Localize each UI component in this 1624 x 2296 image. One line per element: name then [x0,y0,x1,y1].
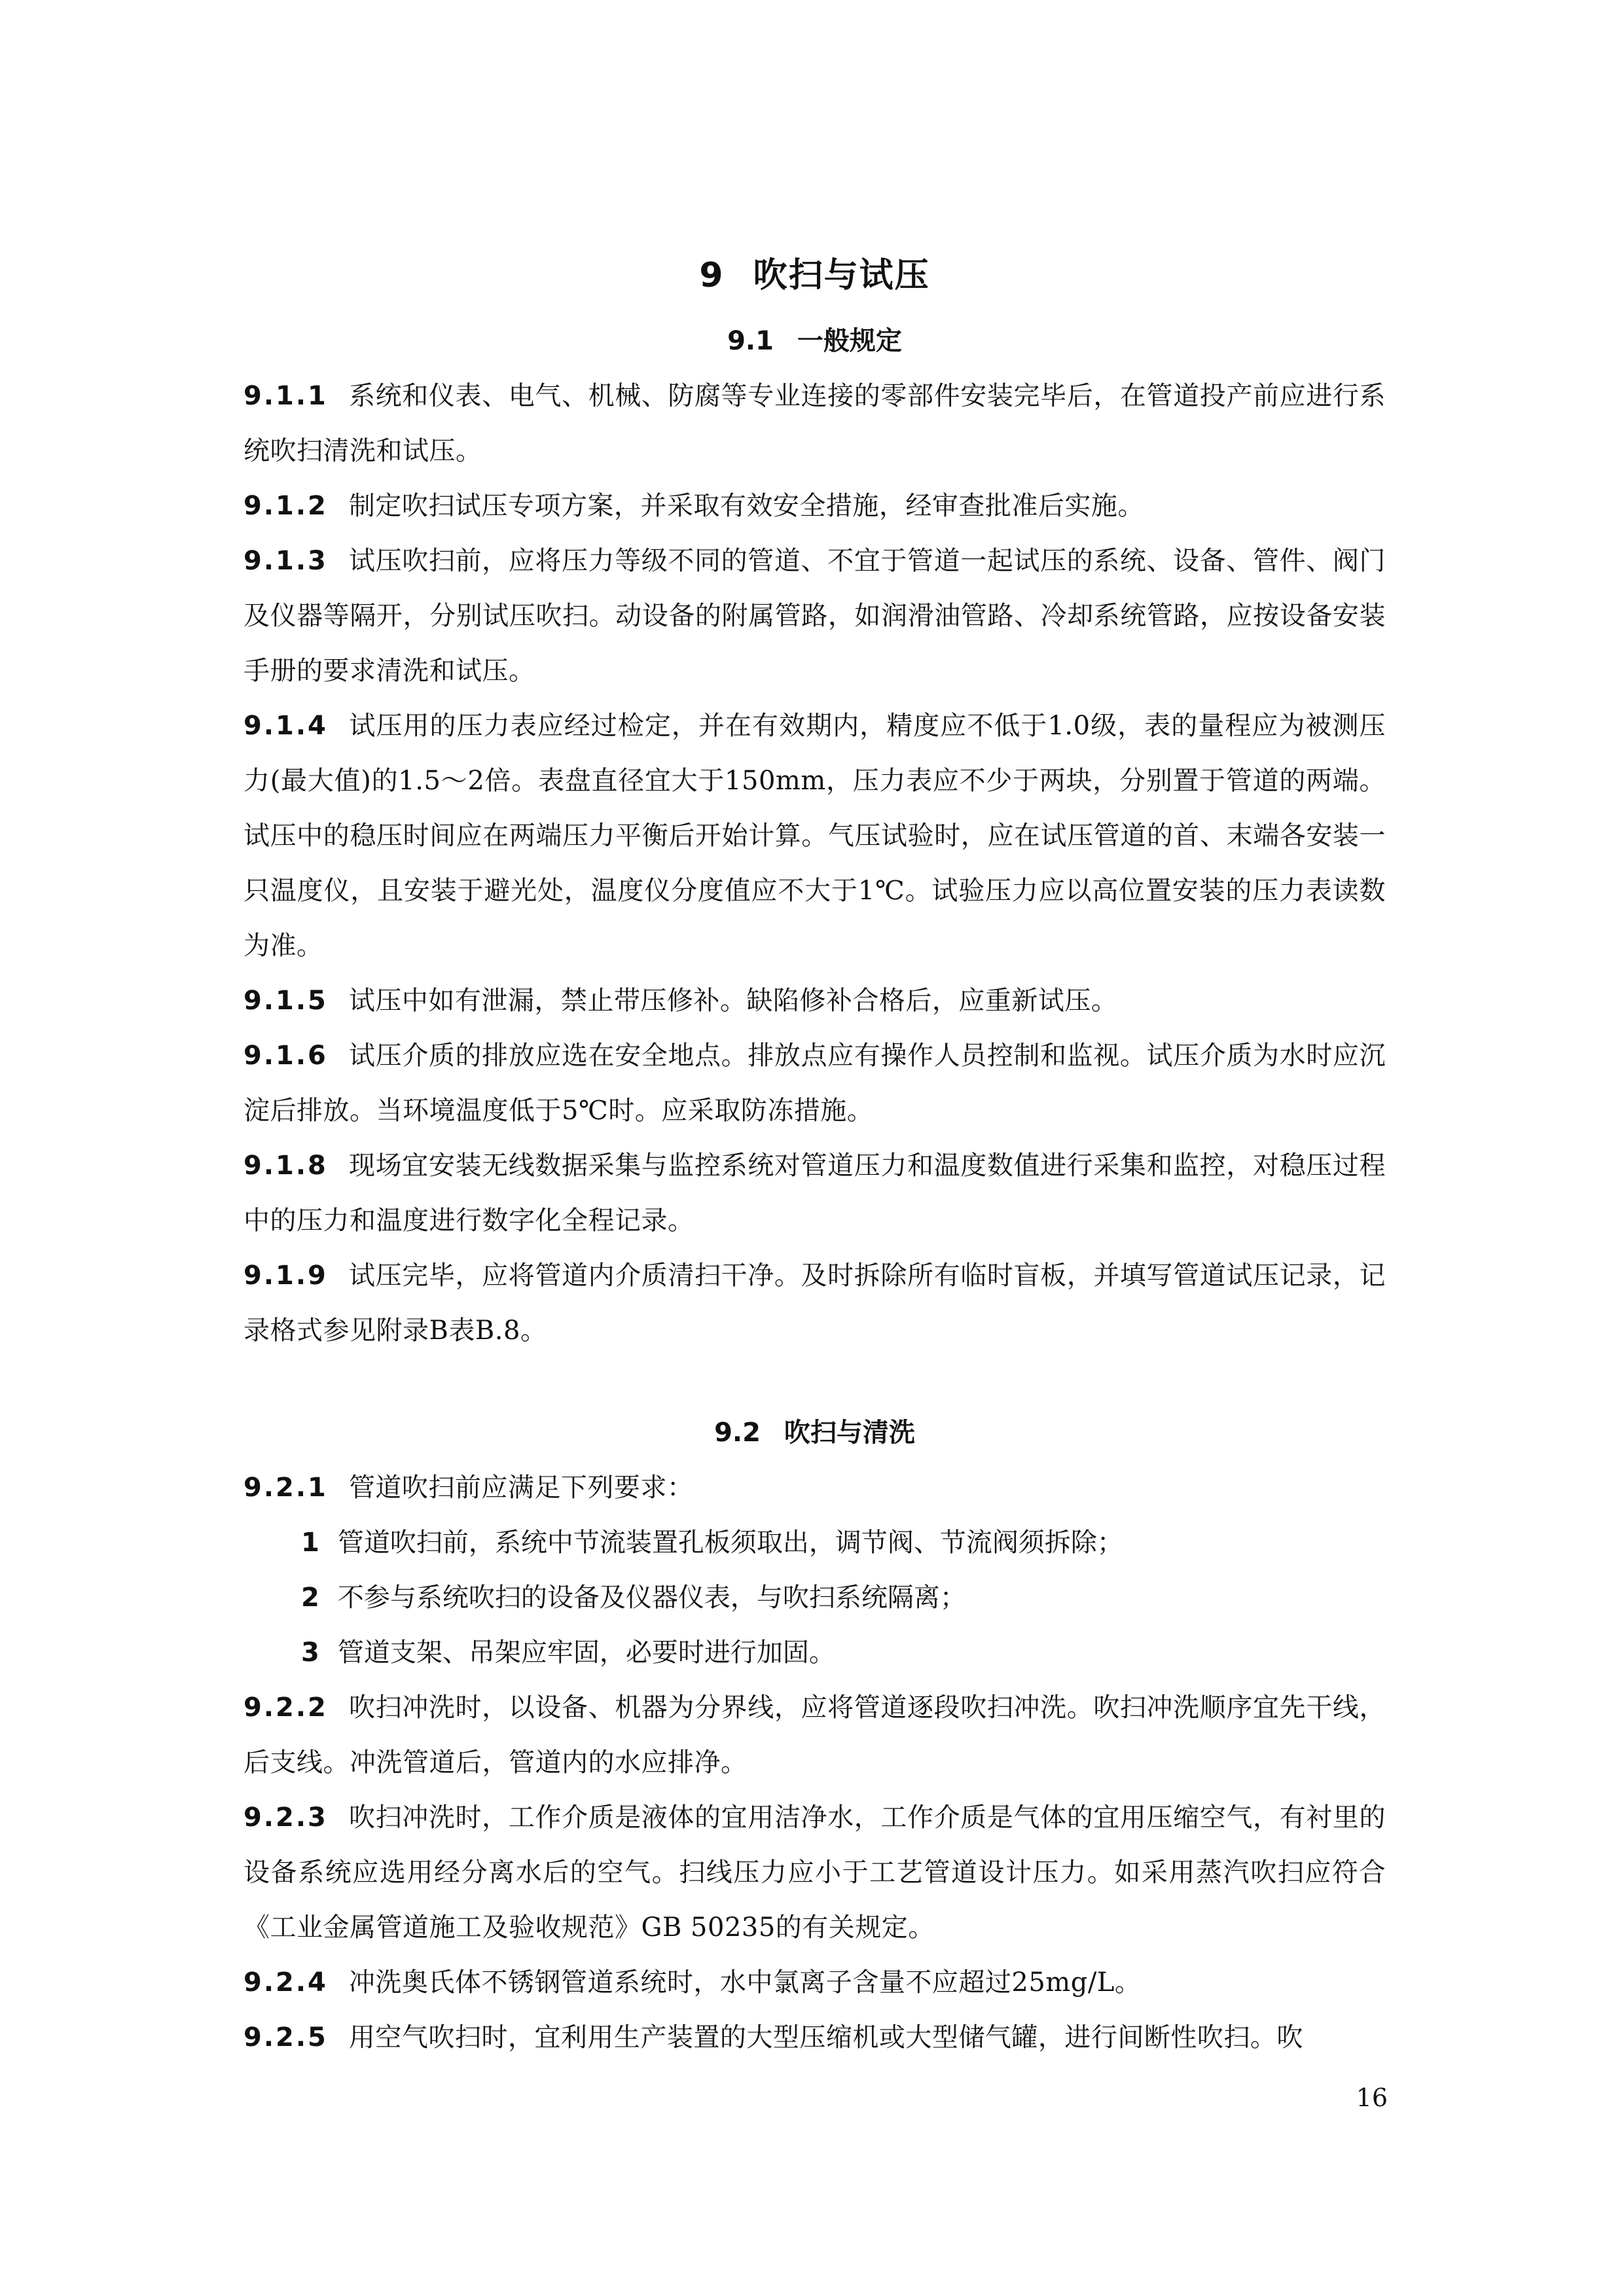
clause-9-1-5 [244,973,1386,1028]
clause-9-2-3 [244,1790,1386,1955]
clause-9-2-5 [244,2010,1386,2065]
section-number: 9.2 [714,1418,761,1448]
clause-text: 冲洗奥氏体不锈钢管道系统时，水中氯离子含量不应超过25mg/L。 [348,1967,1142,1998]
clause-number: 9.1.4 [244,711,328,741]
clause-text: 试压用的压力表应经过检定，并在有效期内，精度应不低于1.0级，表的量程应为被测压力(最大值)的1.5～2倍。表盘直径宜大于150mm，压力表应不少于两块，分别置于管道的两端。试压中的稳压时间应在两端压力平衡后开始计算。气压试验时，应在试压管道的首、末端各安装一只温度仪，且安装于避光处，温度仪分度值应不大于1℃。试验压力应以高位置安装的压力表读数为准。 [244,711,1386,961]
section-title-9-1 [244,314,1386,368]
clause-9-1-8 [244,1138,1386,1248]
clause-9-1-3 [244,533,1386,698]
clause-number: 9.2.5 [244,2022,328,2053]
clause-text: 试压介质的排放应选在安全地点。排放点应有操作人员控制和监视。试压介质为水时应沉淀后排放。当环境温度低于5℃时。应采取防冻措施。 [244,1041,1386,1126]
item-number: 1 [301,1528,319,1558]
clause-9-1-4 [244,698,1386,973]
clause-number: 9.1.8 [244,1151,328,1181]
clause-number: 9.2.1 [244,1473,328,1503]
section-title-text: 一般规定 [797,326,902,356]
list-item [244,1625,1386,1680]
clause-text: 用空气吹扫时，宜利用生产装置的大型压缩机或大型储气罐，进行间断性吹扫。吹 [348,2022,1303,2053]
clause-number: 9.2.4 [244,1967,328,1998]
item-text: 不参与系统吹扫的设备及仪器仪表，与吹扫系统隔离； [337,1583,966,1613]
clause-text: 吹扫冲洗时，以设备、机器为分界线，应将管道逐段吹扫冲洗。吹扫冲洗顺序宜先干线，后支线。冲洗管道后，管道内的水应排净。 [244,1693,1386,1778]
clause-9-2-1 [244,1460,1386,1515]
chapter-title-text: 吹扫与试压 [753,256,930,295]
clause-9-1-6 [244,1028,1386,1138]
item-number: 2 [301,1583,319,1613]
item-number: 3 [301,1638,319,1668]
clause-text: 现场宜安装无线数据采集与监控系统对管道压力和温度数值进行采集和监控，对稳压过程中的压力和温度进行数字化全程记录。 [244,1151,1386,1236]
list-item [244,1570,1386,1625]
clause-text: 吹扫冲洗时，工作介质是液体的宜用洁净水，工作介质是气体的宜用压缩空气，有衬里的设备系统应选用经分离水后的空气。扫线压力应小于工艺管道设计压力。如采用蒸汽吹扫应符合《工业金属管道施工及验收规范》GB 50235的有关规定。 [244,1803,1386,1943]
clause-number: 9.2.2 [244,1693,328,1723]
clause-9-1-9 [244,1248,1386,1358]
clause-text: 试压吹扫前，应将压力等级不同的管道、不宜于管道一起试压的系统、设备、管件、阀门及仪器等隔开，分别试压吹扫。动设备的附属管路，如润滑油管路、冷却系统管路，应按设备安装手册的要求清洗和试压。 [244,546,1386,686]
page-content [244,251,1386,2065]
section-title-text: 吹扫与清洗 [784,1418,915,1448]
clause-9-2-2 [244,1680,1386,1790]
clause-number: 9.1.6 [244,1041,328,1071]
section-title-9-2 [244,1405,1386,1460]
section-number: 9.1 [727,326,774,356]
clause-number: 9.1.9 [244,1261,328,1291]
clause-text: 试压中如有泄漏，禁止带压修补。缺陷修补合格后，应重新试压。 [348,986,1118,1016]
clause-9-2-4 [244,1955,1386,2010]
chapter-title [244,251,1386,300]
clause-text: 系统和仪表、电气、机械、防腐等专业连接的零部件安装完毕后，在管道投产前应进行系统吹扫清洗和试压。 [244,381,1386,466]
clause-9-1-1 [244,368,1386,478]
page-number: 16 [1356,2083,1388,2112]
clause-text: 管道吹扫前应满足下列要求： [348,1473,694,1503]
item-text: 管道支架、吊架应牢固，必要时进行加固。 [337,1638,835,1668]
item-text: 管道吹扫前，系统中节流装置孔板须取出，调节阀、节流阀须拆除； [337,1528,1123,1558]
clause-number: 9.1.2 [244,491,328,521]
chapter-number: 9 [699,256,725,295]
list-item [244,1515,1386,1570]
clause-number: 9.1.5 [244,986,328,1016]
clause-number: 9.2.3 [244,1803,328,1833]
clause-9-1-2 [244,478,1386,533]
clause-text: 试压完毕，应将管道内介质清扫干净。及时拆除所有临时盲板，并填写管道试压记录，记录格式参见附录B表B.8。 [244,1261,1386,1346]
clause-number: 9.1.1 [244,381,328,411]
clause-text: 制定吹扫试压专项方案，并采取有效安全措施，经审查批准后实施。 [348,491,1144,521]
clause-number: 9.1.3 [244,546,328,576]
